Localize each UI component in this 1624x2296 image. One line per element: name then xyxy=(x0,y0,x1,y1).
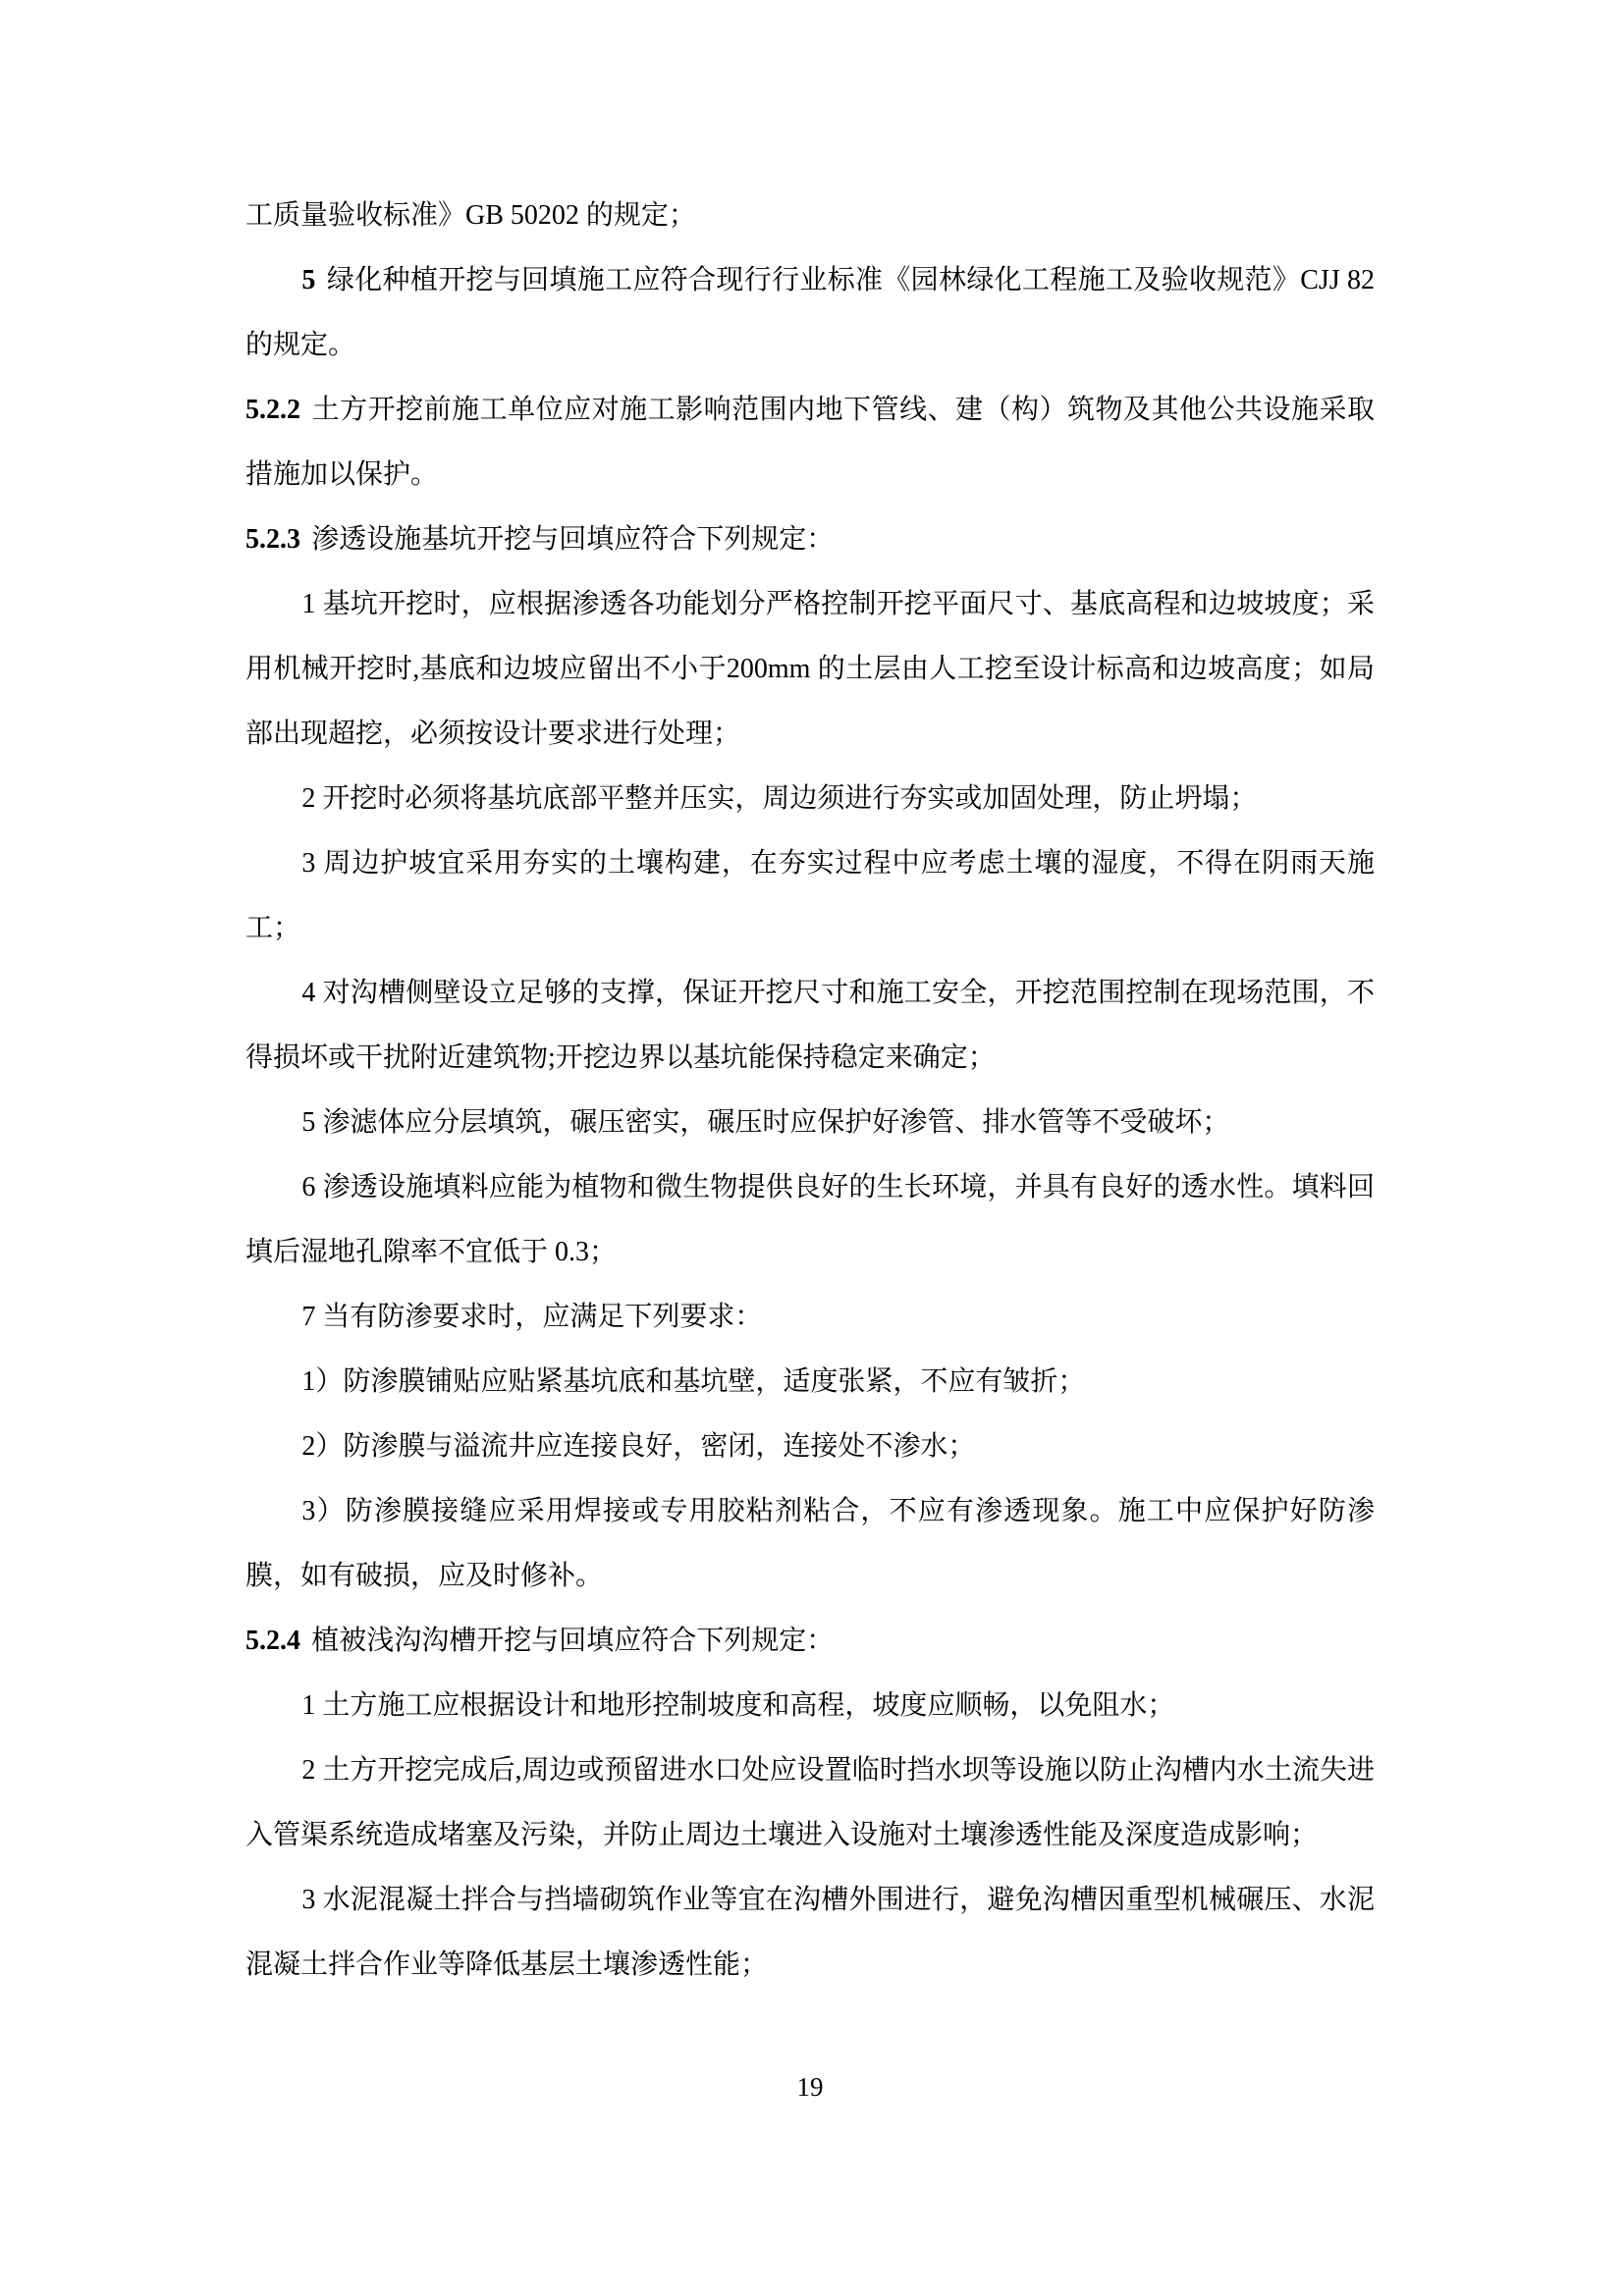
paragraph-text: 3 水泥混凝土拌合与挡墙砌筑作业等宜在沟槽外围进行，避免沟槽因重型机械碾压、水泥混凝土拌合作业等降低基层土壤渗透性能； xyxy=(245,1885,1375,1980)
paragraph-text: 4 对沟槽侧壁设立足够的支撑，保证开挖尺寸和施工安全，开挖范围控制在现场范围，不得损坏或干扰附近建筑物;开挖边界以基坑能保持稳定来确定； xyxy=(245,978,1375,1073)
paragraph-text: 绿化种植开挖与回填施工应符合现行行业标准《园林绿化工程施工及验收规范》CJJ 82 的规定。 xyxy=(245,265,1375,360)
page-number: 19 xyxy=(796,2072,824,2102)
paragraph-text: 2 开挖时必须将基坑底部平整并压实，周边须进行夯实或加固处理，防止坍塌； xyxy=(301,783,1258,814)
paragraph-text: 2）防渗膜与溢流井应连接良好，密闭，连接处不渗水； xyxy=(301,1431,976,1462)
paragraph-text: 植被浅沟沟槽开挖与回填应符合下列规定： xyxy=(304,1626,835,1656)
clause-5-2-3 xyxy=(245,507,1375,572)
paragraph-text: 工质量验收标准》GB 50202 的规定； xyxy=(245,200,696,231)
item-number: 5 xyxy=(301,265,316,295)
clause-number: 5.2.3 xyxy=(245,524,300,555)
list-item xyxy=(245,572,1375,767)
list-item xyxy=(245,1868,1375,1998)
paragraph-text: 3 周边护坡宜采用夯实的土壤构建，在夯实过程中应考虑土壤的湿度，不得在阴雨天施工； xyxy=(245,848,1375,943)
list-item xyxy=(245,831,1375,961)
paragraph-text: 1 土方施工应根据设计和地形控制坡度和高程，坡度应顺畅，以免阻水； xyxy=(301,1690,1175,1721)
document-body xyxy=(245,184,1375,1998)
sub-list-item xyxy=(245,1479,1375,1609)
paragraph-text: 3）防渗膜接缝应采用焊接或专用胶粘剂粘合，不应有渗透现象。施工中应保护好防渗膜，如有破损，应及时修补。 xyxy=(245,1496,1375,1591)
list-item xyxy=(245,1285,1375,1350)
list-item xyxy=(245,961,1375,1091)
list-item xyxy=(245,1738,1375,1868)
list-item xyxy=(245,1091,1375,1155)
paragraph-text: 7 当有防渗要求时，应满足下列要求： xyxy=(301,1302,763,1332)
paragraph-text: 1）防渗膜铺贴应贴紧基坑底和基坑壁，适度张紧，不应有皱折； xyxy=(301,1366,1086,1397)
paragraph-text: 渗透设施基坑开挖与回填应符合下列规定： xyxy=(304,524,835,555)
clause-5-2-4 xyxy=(245,1609,1375,1674)
clause-number: 5.2.2 xyxy=(245,395,300,425)
paragraph-text: 6 渗透设施填料应能为植物和微生物提供良好的生长环境，并具有良好的透水性。填料回填后湿地孔隙率不宜低于 0.3； xyxy=(245,1172,1375,1267)
list-item xyxy=(245,1155,1375,1285)
list-item xyxy=(245,767,1375,831)
clause-5-2-2 xyxy=(245,378,1375,507)
paragraph-text: 5 渗滤体应分层填筑，碾压密实，碾压时应保护好渗管、排水管等不受破坏； xyxy=(301,1107,1230,1138)
paragraph-text: 土方开挖前施工单位应对施工影响范围内地下管线、建（构）筑物及其他公共设施采取措施加以保护。 xyxy=(245,395,1375,490)
list-item xyxy=(245,248,1375,378)
sub-list-item xyxy=(245,1350,1375,1415)
sub-list-item xyxy=(245,1415,1375,1479)
clause-number: 5.2.4 xyxy=(245,1626,300,1656)
list-item xyxy=(245,1674,1375,1738)
paragraph-text: 2 土方开挖完成后,周边或预留进水口处应设置临时挡水坝等设施以防止沟槽内水土流失进入管渠系统造成堵塞及污染，并防止周边土壤进入设施对土壤渗透性能及深度造成影响； xyxy=(245,1755,1375,1850)
paragraph-continuation xyxy=(245,184,1375,248)
paragraph-text: 1 基坑开挖时，应根据渗透各功能划分严格控制开挖平面尺寸、基底高程和边坡坡度；采用机械开挖时,基底和边坡应留出不小于200mm 的土层由人工挖至设计标高和边坡高度；如局部出现超挖，必须按设计要求进行处理； xyxy=(245,589,1375,749)
